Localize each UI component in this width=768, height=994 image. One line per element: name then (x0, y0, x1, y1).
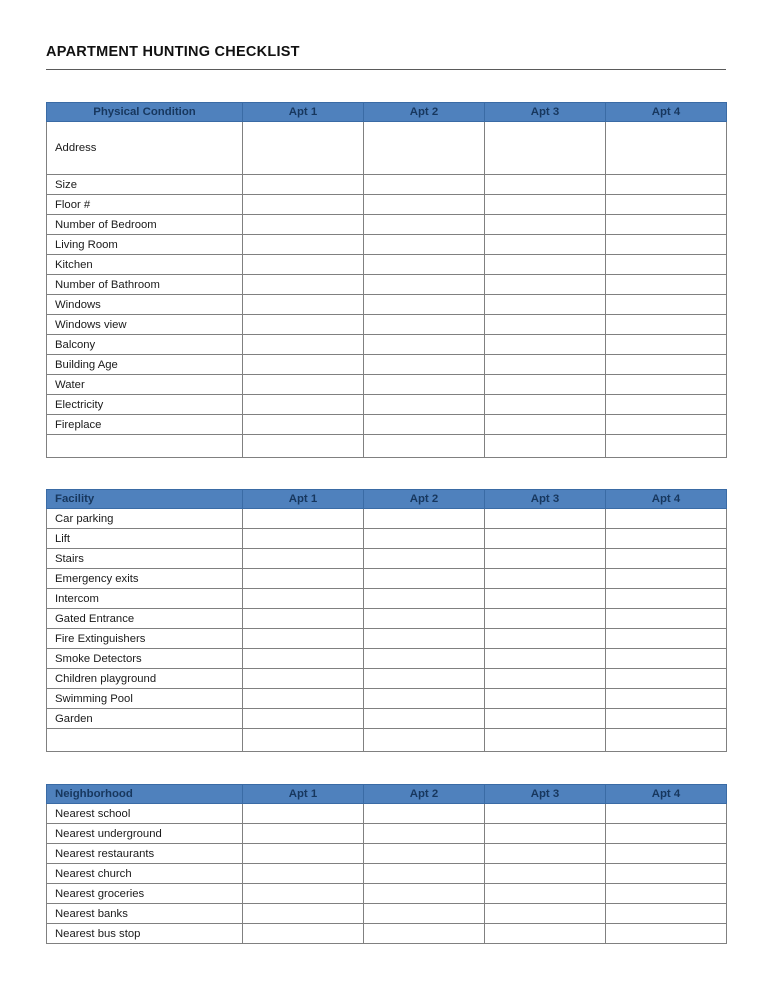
row-label: Lift (47, 529, 243, 549)
table-row (47, 649, 727, 669)
column-header-apt-1[interactable]: Apt 1 (243, 490, 364, 509)
entry-cell-apt-4[interactable] (606, 275, 727, 295)
entry-cell-apt-1[interactable] (243, 729, 364, 752)
entry-cell-apt-4[interactable] (606, 122, 727, 175)
table-row (47, 235, 727, 255)
table-row (47, 669, 727, 689)
row-label: Nearest banks (47, 904, 243, 924)
entry-cell-apt-3[interactable] (485, 729, 606, 752)
entry-cell-apt-1[interactable] (243, 255, 364, 275)
entry-cell-apt-1[interactable] (243, 884, 364, 904)
table-row (47, 195, 727, 215)
entry-cell-apt-3[interactable] (485, 884, 606, 904)
entry-cell-apt-2[interactable] (364, 315, 485, 335)
row-label: Living Room (47, 235, 243, 255)
entry-cell-apt-4[interactable] (606, 175, 727, 195)
row-label: Size (47, 175, 243, 195)
row-label: Nearest school (47, 804, 243, 824)
entry-cell-apt-2[interactable] (364, 729, 485, 752)
checklist-table-physical-condition (46, 102, 727, 458)
table-row (47, 335, 727, 355)
entry-cell-apt-3[interactable] (485, 804, 606, 824)
row-label: Balcony (47, 335, 243, 355)
entry-cell-apt-3[interactable] (485, 569, 606, 589)
row-label: Water (47, 375, 243, 395)
entry-cell-apt-2[interactable] (364, 275, 485, 295)
table-row (47, 175, 727, 195)
entry-cell-apt-4[interactable] (606, 824, 727, 844)
entry-cell-apt-3[interactable] (485, 589, 606, 609)
column-header-apt-1[interactable]: Apt 1 (243, 785, 364, 804)
entry-cell-apt-2[interactable] (364, 669, 485, 689)
entry-cell-apt-1[interactable] (243, 355, 364, 375)
entry-cell-apt-2[interactable] (364, 235, 485, 255)
entry-cell-apt-4[interactable] (606, 235, 727, 255)
table-row (47, 689, 727, 709)
entry-cell-apt-1[interactable] (243, 864, 364, 884)
table-row (47, 824, 727, 844)
entry-cell-apt-4[interactable] (606, 864, 727, 884)
entry-cell-apt-4[interactable] (606, 709, 727, 729)
entry-cell-apt-1[interactable] (243, 549, 364, 569)
row-label (47, 729, 243, 752)
entry-cell-apt-2[interactable] (364, 864, 485, 884)
entry-cell-apt-3[interactable] (485, 844, 606, 864)
row-label: Nearest underground (47, 824, 243, 844)
entry-cell-apt-3[interactable] (485, 315, 606, 335)
entry-cell-apt-2[interactable] (364, 355, 485, 375)
entry-cell-apt-2[interactable] (364, 435, 485, 458)
entry-cell-apt-3[interactable] (485, 649, 606, 669)
entry-cell-apt-3[interactable] (485, 275, 606, 295)
row-label: Emergency exits (47, 569, 243, 589)
row-label: Address (47, 122, 243, 175)
entry-cell-apt-4[interactable] (606, 589, 727, 609)
entry-cell-apt-4[interactable] (606, 529, 727, 549)
checklist-table-facility (46, 489, 727, 752)
entry-cell-apt-2[interactable] (364, 415, 485, 435)
entry-cell-apt-1[interactable] (243, 175, 364, 195)
column-header-apt-4[interactable]: Apt 4 (606, 490, 727, 509)
entry-cell-apt-3[interactable] (485, 235, 606, 255)
table-row (47, 864, 727, 884)
table-row (47, 509, 727, 529)
entry-cell-apt-1[interactable] (243, 215, 364, 235)
row-label: Number of Bathroom (47, 275, 243, 295)
column-header-apt-2[interactable]: Apt 2 (364, 103, 485, 122)
page-title: APARTMENT HUNTING CHECKLIST (46, 44, 300, 60)
entry-cell-apt-4[interactable] (606, 904, 727, 924)
row-label: Children playground (47, 669, 243, 689)
entry-cell-apt-1[interactable] (243, 335, 364, 355)
entry-cell-apt-4[interactable] (606, 335, 727, 355)
entry-cell-apt-3[interactable] (485, 509, 606, 529)
row-label: Smoke Detectors (47, 649, 243, 669)
entry-cell-apt-1[interactable] (243, 844, 364, 864)
entry-cell-apt-3[interactable] (485, 195, 606, 215)
entry-cell-apt-4[interactable] (606, 295, 727, 315)
row-label: Electricity (47, 395, 243, 415)
row-label: Garden (47, 709, 243, 729)
entry-cell-apt-4[interactable] (606, 629, 727, 649)
table-header-row (47, 490, 727, 509)
entry-cell-apt-2[interactable] (364, 904, 485, 924)
table-row (47, 275, 727, 295)
table-row (47, 435, 727, 458)
entry-cell-apt-4[interactable] (606, 435, 727, 458)
entry-cell-apt-3[interactable] (485, 904, 606, 924)
table-header-row (47, 785, 727, 804)
table-row (47, 415, 727, 435)
row-label: Gated Entrance (47, 609, 243, 629)
entry-cell-apt-1[interactable] (243, 689, 364, 709)
entry-cell-apt-2[interactable] (364, 215, 485, 235)
row-label: Fire Extinguishers (47, 629, 243, 649)
entry-cell-apt-3[interactable] (485, 355, 606, 375)
title-divider (46, 69, 726, 70)
entry-cell-apt-3[interactable] (485, 824, 606, 844)
row-label: Fireplace (47, 415, 243, 435)
entry-cell-apt-1[interactable] (243, 375, 364, 395)
column-header-apt-4[interactable]: Apt 4 (606, 785, 727, 804)
entry-cell-apt-3[interactable] (485, 395, 606, 415)
table-row (47, 609, 727, 629)
entry-cell-apt-3[interactable] (485, 122, 606, 175)
entry-cell-apt-3[interactable] (485, 529, 606, 549)
row-label: Building Age (47, 355, 243, 375)
entry-cell-apt-2[interactable] (364, 589, 485, 609)
entry-cell-apt-2[interactable] (364, 295, 485, 315)
entry-cell-apt-4[interactable] (606, 609, 727, 629)
entry-cell-apt-2[interactable] (364, 175, 485, 195)
entry-cell-apt-2[interactable] (364, 335, 485, 355)
table-row (47, 844, 727, 864)
entry-cell-apt-1[interactable] (243, 629, 364, 649)
entry-cell-apt-2[interactable] (364, 569, 485, 589)
entry-cell-apt-4[interactable] (606, 375, 727, 395)
entry-cell-apt-1[interactable] (243, 235, 364, 255)
row-label: Number of Bedroom (47, 215, 243, 235)
table-row (47, 589, 727, 609)
entry-cell-apt-2[interactable] (364, 195, 485, 215)
entry-cell-apt-4[interactable] (606, 509, 727, 529)
entry-cell-apt-1[interactable] (243, 395, 364, 415)
table-row (47, 729, 727, 752)
row-label: Nearest church (47, 864, 243, 884)
entry-cell-apt-3[interactable] (485, 609, 606, 629)
entry-cell-apt-3[interactable] (485, 435, 606, 458)
column-header-apt-3[interactable]: Apt 3 (485, 490, 606, 509)
row-label (47, 435, 243, 458)
table-row (47, 884, 727, 904)
row-label: Intercom (47, 589, 243, 609)
column-header-apt-2[interactable]: Apt 2 (364, 785, 485, 804)
entry-cell-apt-3[interactable] (485, 175, 606, 195)
entry-cell-apt-4[interactable] (606, 215, 727, 235)
entry-cell-apt-1[interactable] (243, 709, 364, 729)
entry-cell-apt-4[interactable] (606, 355, 727, 375)
table-row (47, 355, 727, 375)
table-row (47, 549, 727, 569)
entry-cell-apt-3[interactable] (485, 709, 606, 729)
entry-cell-apt-2[interactable] (364, 549, 485, 569)
entry-cell-apt-3[interactable] (485, 689, 606, 709)
table-row (47, 395, 727, 415)
entry-cell-apt-2[interactable] (364, 844, 485, 864)
entry-cell-apt-2[interactable] (364, 709, 485, 729)
tables-container (46, 102, 722, 944)
table-row (47, 215, 727, 235)
entry-cell-apt-4[interactable] (606, 669, 727, 689)
table-row (47, 295, 727, 315)
table-row (47, 804, 727, 824)
entry-cell-apt-1[interactable] (243, 295, 364, 315)
table-row (47, 529, 727, 549)
entry-cell-apt-4[interactable] (606, 255, 727, 275)
entry-cell-apt-4[interactable] (606, 729, 727, 752)
entry-cell-apt-1[interactable] (243, 415, 364, 435)
column-header-apt-1[interactable]: Apt 1 (243, 103, 364, 122)
entry-cell-apt-1[interactable] (243, 669, 364, 689)
column-header-neighborhood[interactable]: Neighborhood (47, 785, 243, 804)
entry-cell-apt-3[interactable] (485, 215, 606, 235)
row-label: Stairs (47, 549, 243, 569)
entry-cell-apt-3[interactable] (485, 629, 606, 649)
entry-cell-apt-4[interactable] (606, 415, 727, 435)
entry-cell-apt-1[interactable] (243, 924, 364, 944)
entry-cell-apt-2[interactable] (364, 629, 485, 649)
entry-cell-apt-1[interactable] (243, 804, 364, 824)
row-label: Swimming Pool (47, 689, 243, 709)
entry-cell-apt-1[interactable] (243, 529, 364, 549)
table-row (47, 122, 727, 175)
column-header-apt-3[interactable]: Apt 3 (485, 785, 606, 804)
row-label: Floor # (47, 195, 243, 215)
row-label: Nearest bus stop (47, 924, 243, 944)
table-row (47, 569, 727, 589)
entry-cell-apt-2[interactable] (364, 255, 485, 275)
table-row (47, 375, 727, 395)
entry-cell-apt-3[interactable] (485, 924, 606, 944)
entry-cell-apt-2[interactable] (364, 824, 485, 844)
table-row (47, 924, 727, 944)
table-row (47, 904, 727, 924)
entry-cell-apt-2[interactable] (364, 924, 485, 944)
entry-cell-apt-2[interactable] (364, 375, 485, 395)
row-label: Nearest groceries (47, 884, 243, 904)
entry-cell-apt-3[interactable] (485, 375, 606, 395)
entry-cell-apt-2[interactable] (364, 529, 485, 549)
entry-cell-apt-1[interactable] (243, 315, 364, 335)
row-label: Windows (47, 295, 243, 315)
entry-cell-apt-3[interactable] (485, 549, 606, 569)
entry-cell-apt-4[interactable] (606, 649, 727, 669)
checklist-table-neighborhood (46, 784, 727, 944)
entry-cell-apt-2[interactable] (364, 609, 485, 629)
entry-cell-apt-2[interactable] (364, 509, 485, 529)
table-row (47, 629, 727, 649)
entry-cell-apt-1[interactable] (243, 569, 364, 589)
entry-cell-apt-3[interactable] (485, 415, 606, 435)
entry-cell-apt-3[interactable] (485, 864, 606, 884)
entry-cell-apt-1[interactable] (243, 609, 364, 629)
entry-cell-apt-1[interactable] (243, 122, 364, 175)
table-row (47, 315, 727, 335)
entry-cell-apt-2[interactable] (364, 689, 485, 709)
column-header-physical-condition[interactable]: Physical Condition (47, 103, 243, 122)
entry-cell-apt-4[interactable] (606, 395, 727, 415)
entry-cell-apt-1[interactable] (243, 195, 364, 215)
row-label: Car parking (47, 509, 243, 529)
entry-cell-apt-4[interactable] (606, 844, 727, 864)
column-header-facility[interactable]: Facility (47, 490, 243, 509)
column-header-apt-4[interactable]: Apt 4 (606, 103, 727, 122)
entry-cell-apt-3[interactable] (485, 295, 606, 315)
entry-cell-apt-2[interactable] (364, 649, 485, 669)
entry-cell-apt-4[interactable] (606, 315, 727, 335)
entry-cell-apt-1[interactable] (243, 509, 364, 529)
entry-cell-apt-2[interactable] (364, 804, 485, 824)
entry-cell-apt-1[interactable] (243, 275, 364, 295)
entry-cell-apt-4[interactable] (606, 804, 727, 824)
entry-cell-apt-1[interactable] (243, 589, 364, 609)
entry-cell-apt-4[interactable] (606, 195, 727, 215)
row-label: Kitchen (47, 255, 243, 275)
entry-cell-apt-2[interactable] (364, 122, 485, 175)
column-header-apt-2[interactable]: Apt 2 (364, 490, 485, 509)
row-label: Windows view (47, 315, 243, 335)
table-row (47, 255, 727, 275)
entry-cell-apt-4[interactable] (606, 689, 727, 709)
entry-cell-apt-3[interactable] (485, 669, 606, 689)
row-label: Nearest restaurants (47, 844, 243, 864)
entry-cell-apt-4[interactable] (606, 924, 727, 944)
table-header-row (47, 103, 727, 122)
entry-cell-apt-4[interactable] (606, 569, 727, 589)
entry-cell-apt-1[interactable] (243, 435, 364, 458)
entry-cell-apt-1[interactable] (243, 649, 364, 669)
entry-cell-apt-1[interactable] (243, 904, 364, 924)
entry-cell-apt-3[interactable] (485, 255, 606, 275)
entry-cell-apt-2[interactable] (364, 884, 485, 904)
column-header-apt-3[interactable]: Apt 3 (485, 103, 606, 122)
entry-cell-apt-2[interactable] (364, 395, 485, 415)
entry-cell-apt-3[interactable] (485, 335, 606, 355)
entry-cell-apt-1[interactable] (243, 824, 364, 844)
entry-cell-apt-4[interactable] (606, 884, 727, 904)
table-row (47, 709, 727, 729)
entry-cell-apt-4[interactable] (606, 549, 727, 569)
